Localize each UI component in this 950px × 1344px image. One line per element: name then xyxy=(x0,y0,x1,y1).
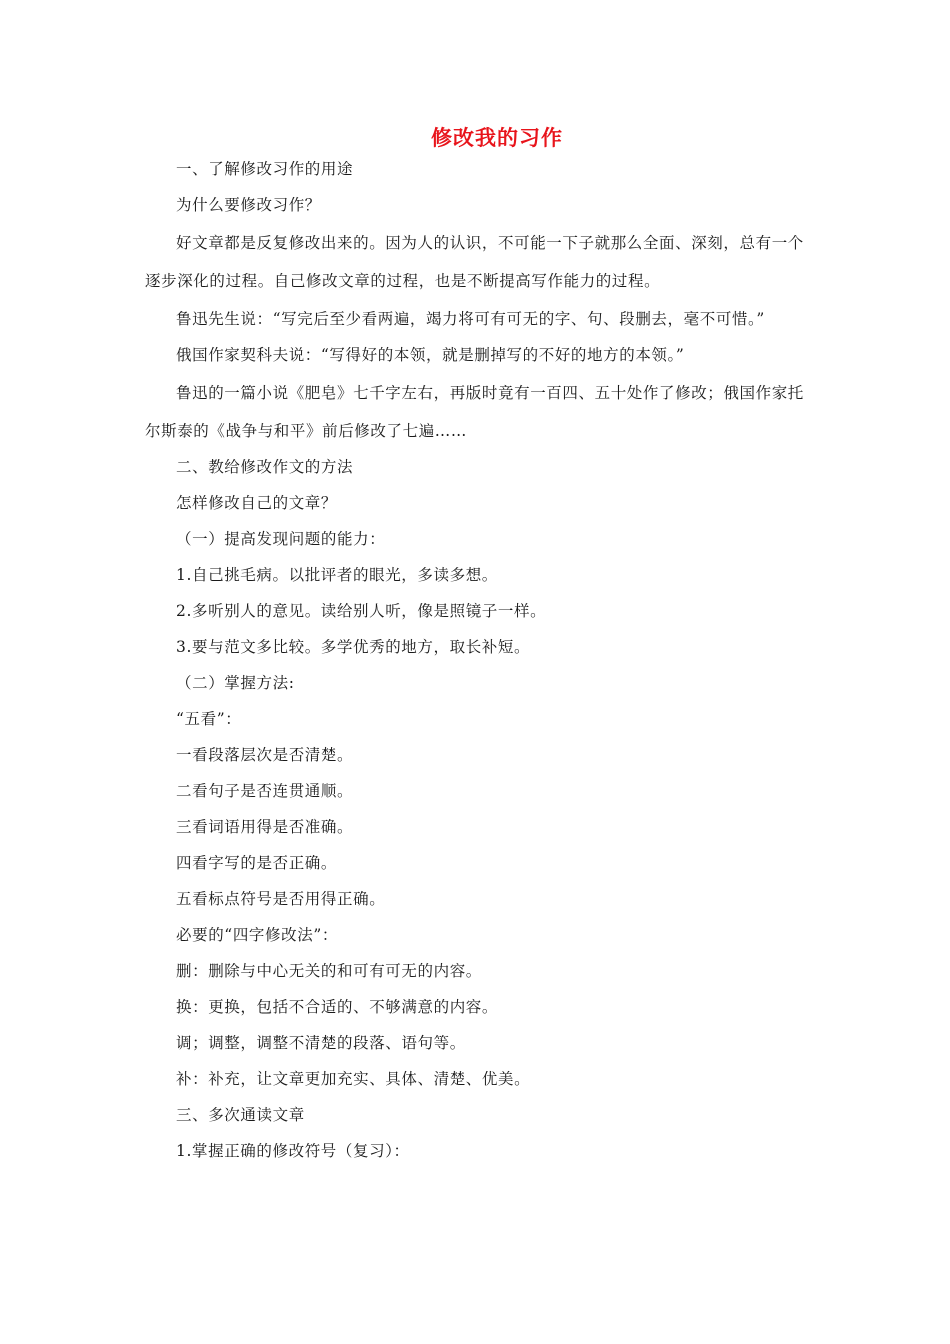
list-item: 换：更换，包括不合适的、不够满意的内容。 xyxy=(176,998,499,1016)
question-why-revise: 为什么要修改习作？ xyxy=(176,196,321,214)
list-item: 2.多听别人的意见。读给别人听，像是照镜子一样。 xyxy=(176,602,547,620)
list-item: 补：补充，让文章更加充实、具体、清楚、优美。 xyxy=(176,1070,531,1088)
quote-luxun: 鲁迅先生说：“写完后至少看两遍，竭力将可有可无的字、句、段删去，毫不可惜。” xyxy=(176,310,765,328)
paragraph-good-articles: 好文章都是反复修改出来的。因为人的认识，不可能一下子就那么全面、深刻，总有一个逐步深化的过程。自己修改文章的过程，也是不断提高写作能力的过程。 xyxy=(145,234,804,290)
document-body xyxy=(145,152,810,1170)
label-four-word-method: 必要的“四字修改法”： xyxy=(176,926,338,944)
list-item: 四看字写的是否正确。 xyxy=(176,854,338,872)
question-how-revise: 怎样修改自己的文章？ xyxy=(176,494,338,512)
quote-chekhov: 俄国作家契科夫说：“写得好的本领，就是删掉写的不好的地方的本领。” xyxy=(176,346,685,364)
subheading-methods: （二）掌握方法: xyxy=(176,674,295,692)
label-five-looks: “五看”： xyxy=(176,710,242,728)
list-item: 二看句子是否连贯通顺。 xyxy=(176,782,354,800)
list-item: 三看词语用得是否准确。 xyxy=(176,818,354,836)
document-title: 修改我的习作 xyxy=(431,126,563,150)
list-item: 一看段落层次是否清楚。 xyxy=(176,746,354,764)
paragraph-examples: 鲁迅的一篇小说《肥皂》七千字左右，再版时竟有一百四、五十处作了修改；俄国作家托尔斯泰的《战争与和平》前后修改了七遍…… xyxy=(145,384,804,440)
list-item: 1.掌握正确的修改符号（复习）： xyxy=(176,1142,410,1160)
list-item: 3.要与范文多比较。多学优秀的地方，取长补短。 xyxy=(176,638,531,656)
list-item: 删：删除与中心无关的和可有可无的内容。 xyxy=(176,962,482,980)
heading-section-2: 二、教给修改作文的方法 xyxy=(176,458,354,476)
list-item: 1.自己挑毛病。以批评者的眼光，多读多想。 xyxy=(176,566,498,584)
list-item: 调；调整，调整不清楚的段落、语句等。 xyxy=(176,1034,466,1052)
list-item: 五看标点符号是否用得正确。 xyxy=(176,890,386,908)
heading-section-3: 三、多次通读文章 xyxy=(176,1106,305,1124)
subheading-find-problems: （一）提高发现问题的能力： xyxy=(176,530,386,548)
heading-section-1: 一、了解修改习作的用途 xyxy=(176,160,354,178)
